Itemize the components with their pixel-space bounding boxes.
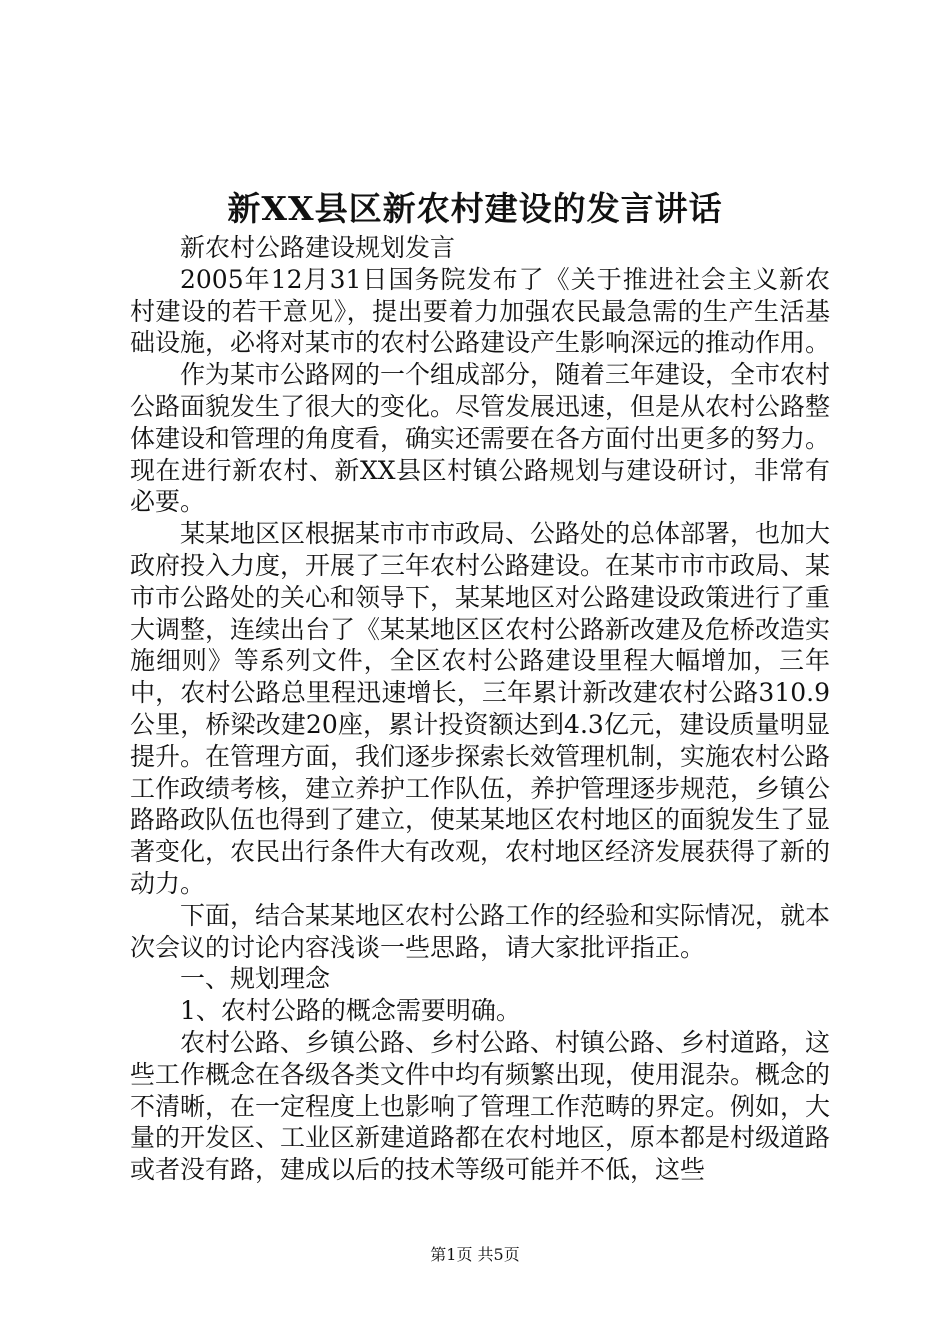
page-number-footer: 第1页 共5页 [430, 1245, 520, 1264]
paragraph: 农村公路、乡镇公路、乡村公路、村镇公路、乡村道路，这些工作概念在各级各类文件中均有频繁出现，使用混杂。概念的不清晰，在一定程度上也影响了管理工作范畴的界定。例如，大量的开发区、工业区新建道路都在农村地区，原本都是村级道路或者没有路，建成以后的技术等级可能并不低，这些 [130, 1027, 831, 1185]
subsection-heading: 1、农村公路的概念需要明确。 [180, 996, 521, 1026]
document-body [130, 232, 830, 1186]
paragraph: 某某地区区根据某市市市政局、公路处的总体部署，也加大政府投入力度，开展了三年农村公路建设。在某市市市政局、某市市公路处的关心和领导下，某某地区对公路建设政策进行了重大调整，连续出台了《某某地区区农村公路新改建及危桥改造实施细则》等系列文件，全区农村公路建设里程大幅增加，三年中，农村公路总里程迅速增长，三年累计新改建农村公路310.9公里，桥梁改建20座，累计投资额达到4.3亿元，建设质量明显提升。在管理方面，我们逐步探索长效管理机制，实施农村公路工作政绩考核，建立养护工作队伍，养护管理逐步规范，乡镇公路路政队伍也得到了建立，使某某地区农村地区的面貌发生了显著变化，农民出行条件大有改观，农村地区经济发展获得了新的动力。 [130, 519, 831, 898]
paragraph-subtitle: 新农村公路建设规划发言 [180, 233, 456, 262]
paragraph: 下面，结合某某地区农村公路工作的经验和实际情况，就本次会议的讨论内容浅谈一些思路，请大家批评指正。 [130, 900, 831, 962]
paragraph: 作为某市公路网的一个组成部分，随着三年建设，全市农村公路面貌发生了很大的变化。尽管发展迅速，但是从农村公路整体建设和管理的角度看，确实还需要在各方面付出更多的努力。现在进行新农村、新XX县区村镇公路规划与建设研讨，非常有必要。 [130, 360, 831, 517]
document-title: 新XX县区新农村建设的发言讲话 [227, 189, 723, 228]
paragraph: 2005年12月31日国务院发布了《关于推进社会主义新农村建设的若干意见》，提出要着力加强农民最急需的生产生活基础设施，必将对某市的农村公路建设产生影响深远的推动作用。 [130, 264, 831, 358]
section-heading: 一、规划理念 [180, 964, 331, 994]
